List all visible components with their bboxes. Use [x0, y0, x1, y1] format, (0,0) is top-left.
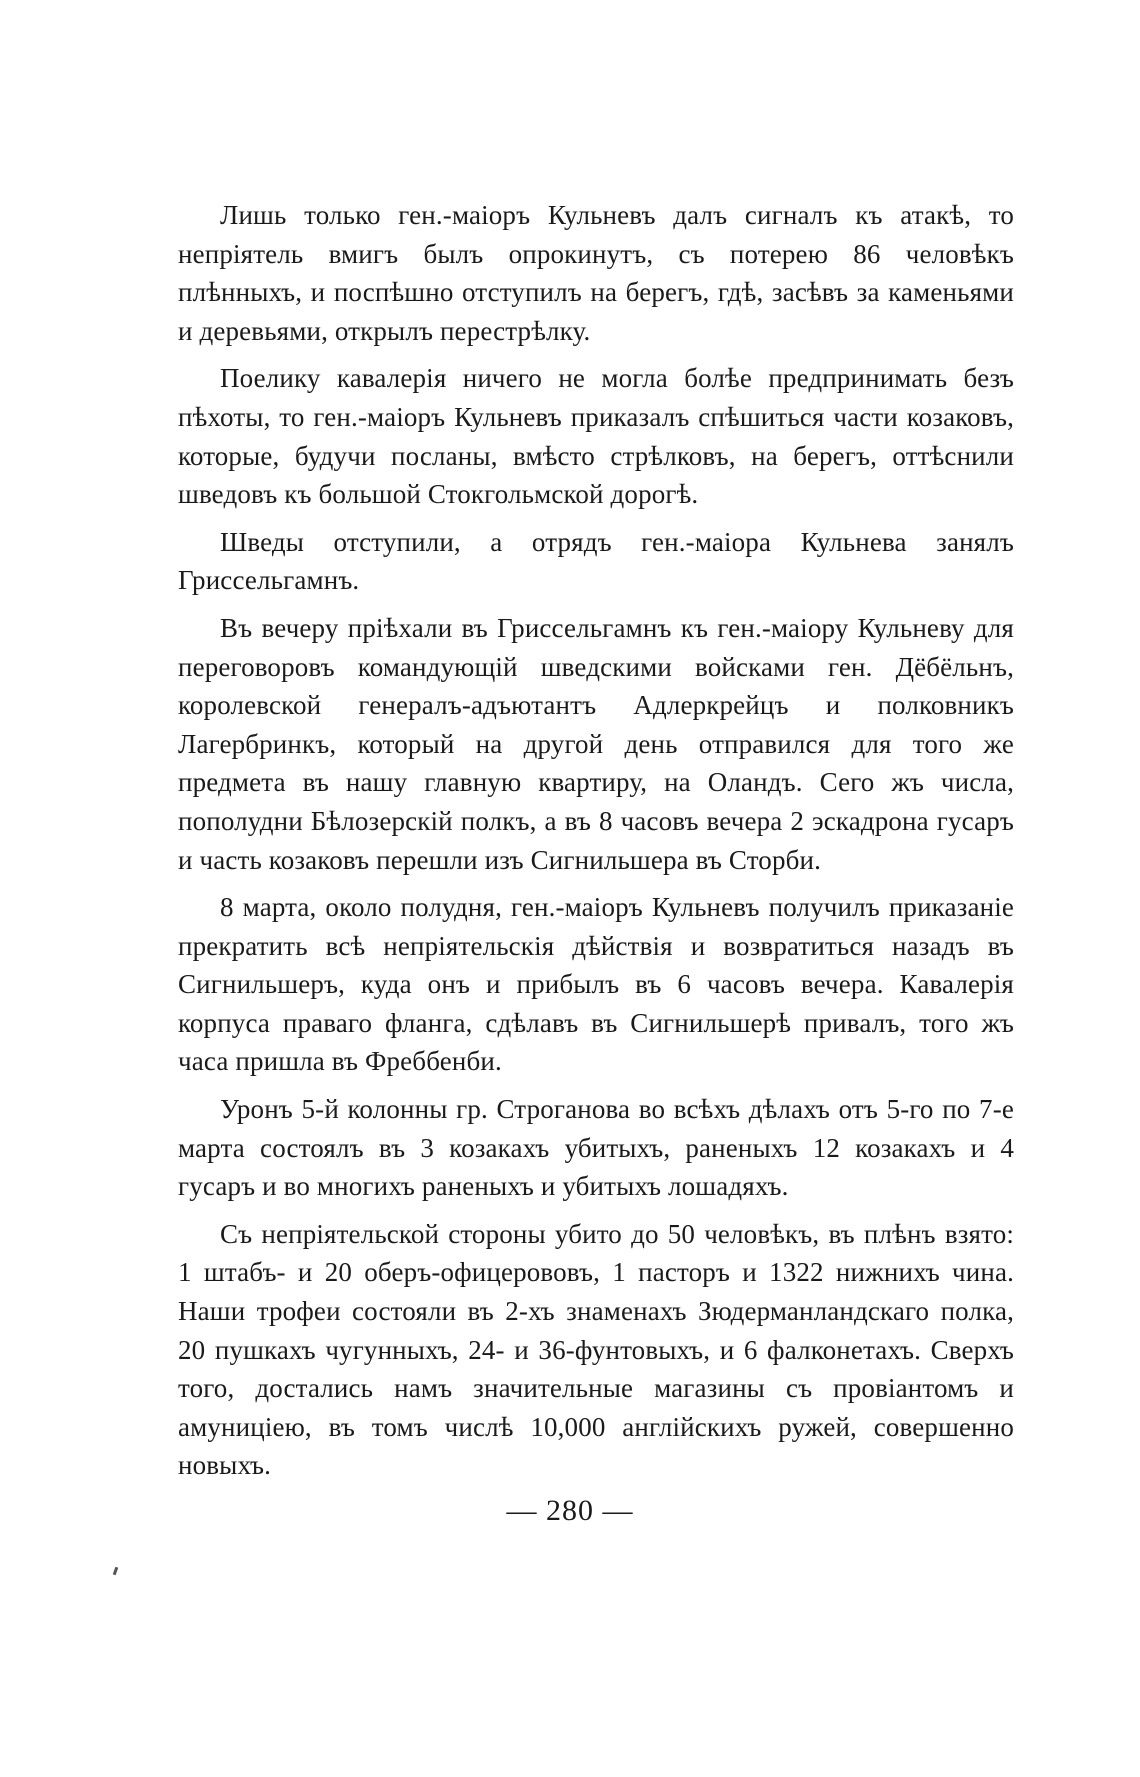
- paragraph: Лишь только ген.-маіоръ Кульневъ далъ сигналъ къ атакѣ, то непріятель вмигъ былъ опрокинутъ, съ потерею 86 человѣкъ плѣнныхъ, и поспѣшно отступилъ на берегъ, гдѣ, засѣвъ за каменьями и деревьями, открылъ перестрѣлку.: [178, 200, 1014, 346]
- paragraph: Шведы отступили, а отрядъ ген.-маіора Кульнева занялъ Гриссельгамнъ.: [178, 526, 1014, 596]
- page-number: — 280 —: [506, 1494, 634, 1527]
- paragraph: Уронъ 5-й колонны гр. Строганова во всѣхъ дѣлахъ отъ 5-го по 7-е марта состоялъ въ 3 козакахъ убитыхъ, раненыхъ 12 козакахъ и 4 гусаръ и во многихъ раненыхъ и убитыхъ лошадяхъ.: [178, 1094, 1014, 1202]
- ink-speck: [113, 1567, 119, 1576]
- paragraph: Съ непріятельской стороны убито до 50 человѣкъ, въ плѣнъ взято: 1 штабъ- и 20 оберъ-офицерововъ, 1 пасторъ и 1322 нижнихъ чина. Наши трофеи состояли въ 2-хъ знаменахъ Зюдерманландскаго полка, 20 пушкахъ чугунныхъ, 24- и 36-фунтовыхъ, и 6 фалконетахъ. Сверхъ того, достались намъ значительные магазины съ провіантомъ и амуниціею, въ томъ числѣ 10,000 англійскихъ ружей, совершенно новыхъ.: [178, 1218, 1014, 1481]
- paragraph: 8 марта, около полудня, ген.-маіоръ Кульневъ получилъ приказаніе прекратить всѣ непріятельскія дѣйствія и возвратиться назадъ въ Сигнильшеръ, куда онъ и прибылъ въ 6 часовъ вечера. Кавалерія корпуса праваго фланга, сдѣлавъ въ Сигнильшерѣ привалъ, того жъ часа пришла въ Фреббенби.: [178, 892, 1014, 1077]
- paragraph: Поелику кавалерія ничего не могла болѣе предпринимать безъ пѣхоты, то ген.-маіоръ Кульневъ приказалъ спѣшиться части козаковъ, которые, будучи посланы, вмѣсто стрѣлковъ, на берегъ, оттѣснили шведовъ къ большой Стокгольмской дорогѣ.: [178, 363, 1014, 510]
- body-text: [178, 196, 1014, 1494]
- paragraph: Въ вечеру пріѣхали въ Гриссельгамнъ къ ген.-маіору Кульневу для переговоровъ командующій шведскими войсками ген. Дёбёльнъ, королевской генералъ-адъютантъ Адлеркрейцъ и полковникъ Лагербринкъ, который на другой день отправился для того же предмета въ нашу главную квартиру, на Оландъ. Сего жъ числа, пополудни Бѣлозерскій полкъ, а въ 8 часовъ вечера 2 эскадрона гусаръ и часть козаковъ перешли изъ Сигнильшера въ Сторби.: [178, 612, 1014, 875]
